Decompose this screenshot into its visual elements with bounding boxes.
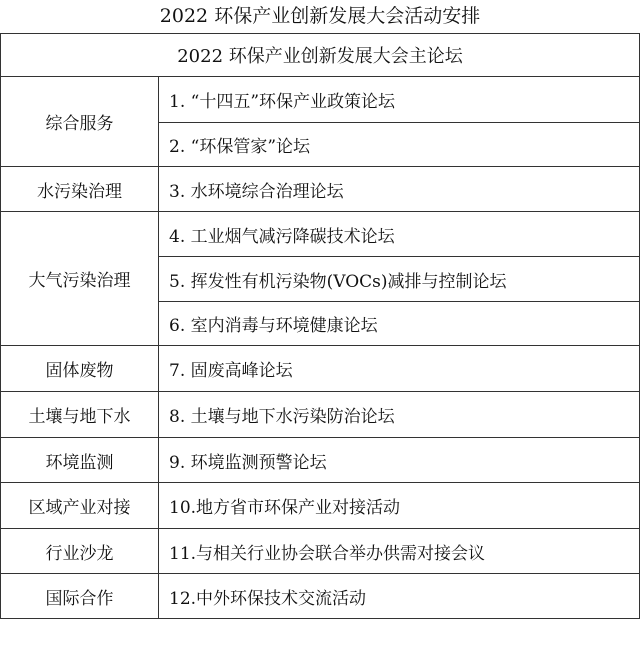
schedule-table	[0, 33, 640, 619]
category-cell: 国际合作	[1, 574, 159, 619]
forum-item: 1. “十四五”环保产业政策论坛	[159, 77, 640, 123]
table-row	[1, 392, 640, 438]
table-row	[1, 483, 640, 529]
forum-item: 6. 室内消毒与环境健康论坛	[159, 302, 640, 346]
category-cell: 综合服务	[1, 77, 159, 167]
table-header-row	[1, 34, 640, 77]
forum-item: 2. “环保管家”论坛	[159, 123, 640, 167]
category-cell: 固体废物	[1, 346, 159, 392]
category-cell: 区域产业对接	[1, 483, 159, 529]
forum-item: 9. 环境监测预警论坛	[159, 438, 640, 483]
category-cell: 土壤与地下水	[1, 392, 159, 438]
forum-item: 11.与相关行业协会联合举办供需对接会议	[159, 529, 640, 574]
table-row	[1, 77, 640, 123]
document-title: 2022 环保产业创新发展大会活动安排	[159, 5, 481, 27]
table-row	[1, 438, 640, 483]
forum-item: 5. 挥发性有机污染物(VOCs)减排与控制论坛	[159, 257, 640, 302]
category-cell: 环境监测	[1, 438, 159, 483]
category-cell: 行业沙龙	[1, 529, 159, 574]
forum-item: 7. 固废高峰论坛	[159, 346, 640, 392]
table-row	[1, 346, 640, 392]
table-row	[1, 529, 640, 574]
category-cell: 水污染治理	[1, 167, 159, 212]
forum-item: 12.中外环保技术交流活动	[159, 574, 640, 619]
table-row	[1, 574, 640, 619]
table-row	[1, 212, 640, 257]
forum-item: 3. 水环境综合治理论坛	[159, 167, 640, 212]
forum-item: 8. 土壤与地下水污染防治论坛	[159, 392, 640, 438]
forum-item: 10.地方省市环保产业对接活动	[159, 483, 640, 529]
table-header-cell: 2022 环保产业创新发展大会主论坛	[1, 34, 640, 77]
forum-item: 4. 工业烟气减污降碳技术论坛	[159, 212, 640, 257]
table-row	[1, 167, 640, 212]
category-cell: 大气污染治理	[1, 212, 159, 346]
